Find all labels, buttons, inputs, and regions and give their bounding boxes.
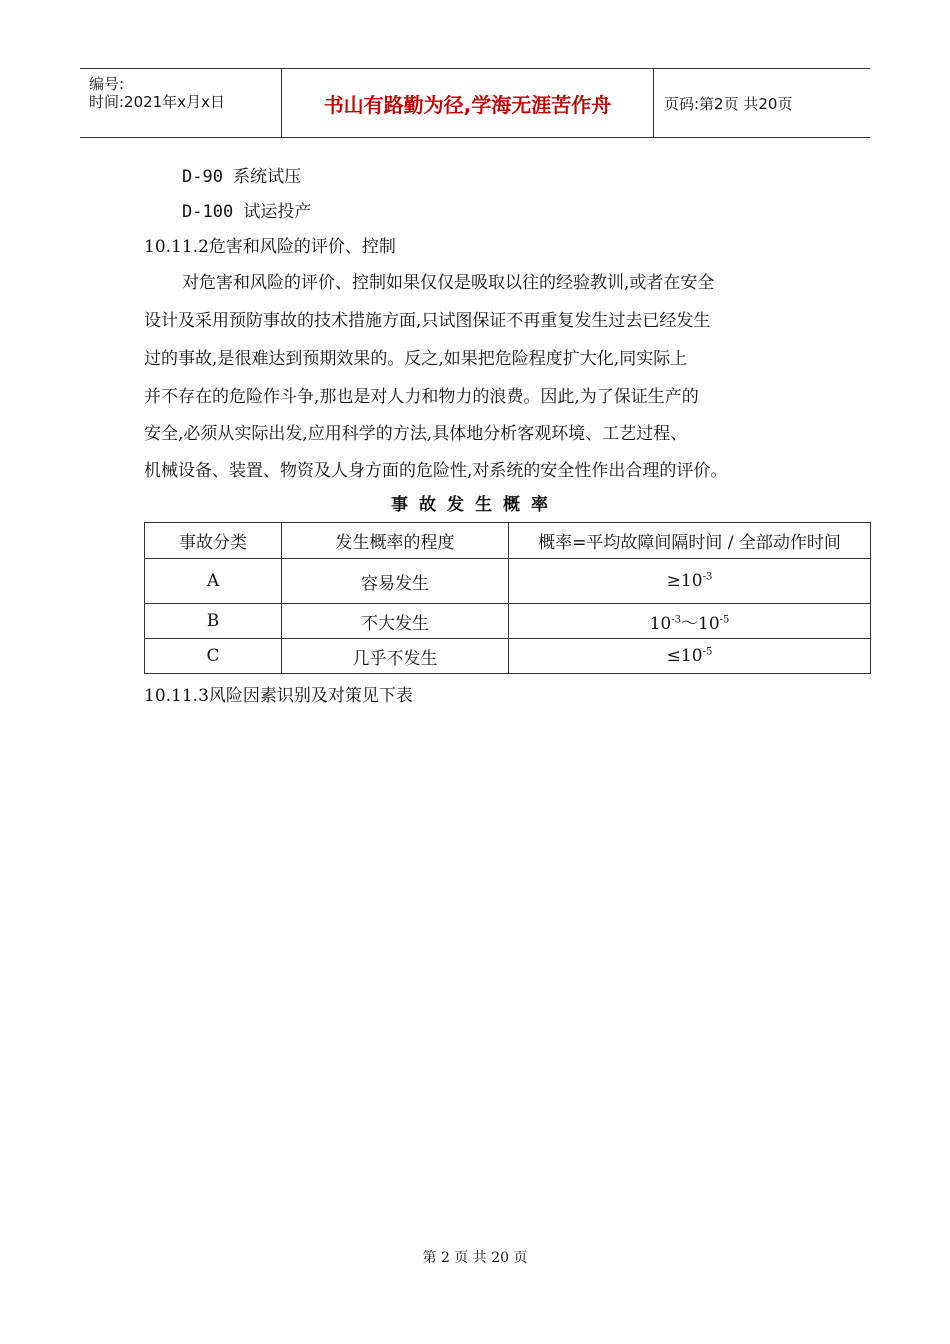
table-cell-degree: 几乎不发生 (282, 639, 509, 674)
document-header (80, 68, 870, 138)
table-cell-class: B (145, 604, 282, 639)
prob-exponent: -3 (702, 571, 713, 583)
paragraph-line-5: 安全,必须从实际出发,应用科学的方法,具体地分析客观环境、工艺过程、 (144, 424, 688, 444)
prob-base-2: 10 (698, 613, 720, 634)
page-footer: 第 2 页 共 20 页 (422, 1250, 528, 1266)
table-cell-probability (509, 639, 871, 674)
list-item-d100: D-100 试运投产 (182, 202, 312, 222)
header-page-label: 页码:第2页 共20页 (664, 94, 793, 113)
table-cell-class: C (145, 639, 282, 674)
table-cell-probability (509, 604, 871, 639)
table-row (145, 604, 871, 639)
paragraph-line-1: 对危害和风险的评价、控制如果仅仅是吸取以往的经验教训,或者在安全 (182, 273, 715, 293)
prob-exponent: -3 (671, 613, 681, 625)
prob-exponent: -5 (702, 646, 713, 658)
table-row (145, 559, 871, 604)
paragraph-line-4: 并不存在的危险作斗争,那也是对人力和物力的浪费。因此,为了保证生产的 (144, 387, 699, 407)
table-title: 事故发生概率 (391, 495, 559, 515)
paragraph-line-2: 设计及采用预防事故的技术措施方面,只试图保证不再重复发生过去已经发生 (144, 311, 711, 331)
table-header-row (145, 523, 871, 559)
table-cell-probability (509, 559, 871, 604)
section-heading-10-11-2: 10.11.2危害和风险的评价、控制 (144, 237, 396, 257)
table-header-cell: 事故分类 (145, 523, 282, 559)
table-header-cell: 概率=平均故障间隔时间 / 全部动作时间 (509, 523, 871, 559)
probability-table (144, 522, 871, 674)
paragraph-line-3: 过的事故,是很难达到预期效果的。反之,如果把危险程度扩大化,同实际上 (144, 349, 688, 369)
header-motto: 书山有路勤为径,学海无涯苦作舟 (282, 69, 654, 137)
prob-base: 10 (649, 613, 672, 634)
list-item-d90: D-90 系统试压 (182, 167, 302, 187)
header-info-cell (80, 69, 282, 137)
prob-exponent-2: -5 (719, 613, 730, 625)
section-heading-10-11-3: 10.11.3风险因素识别及对策见下表 (144, 686, 413, 706)
table-header-cell: 发生概率的程度 (282, 523, 509, 559)
table-cell-class: A (145, 559, 282, 604)
header-number-label: 编号: (89, 75, 125, 93)
table-cell-degree: 不大发生 (282, 604, 509, 639)
prob-range-sep: ～ (681, 613, 698, 634)
prob-base: ≥10 (666, 571, 703, 591)
prob-base: ≤10 (666, 646, 703, 666)
table-row (145, 639, 871, 674)
header-time-label: 时间:2021年x月x日 (89, 93, 225, 111)
paragraph-line-6: 机械设备、装置、物资及人身方面的危险性,对系统的安全性作出合理的评价。 (144, 461, 728, 481)
table-cell-degree: 容易发生 (282, 559, 509, 604)
